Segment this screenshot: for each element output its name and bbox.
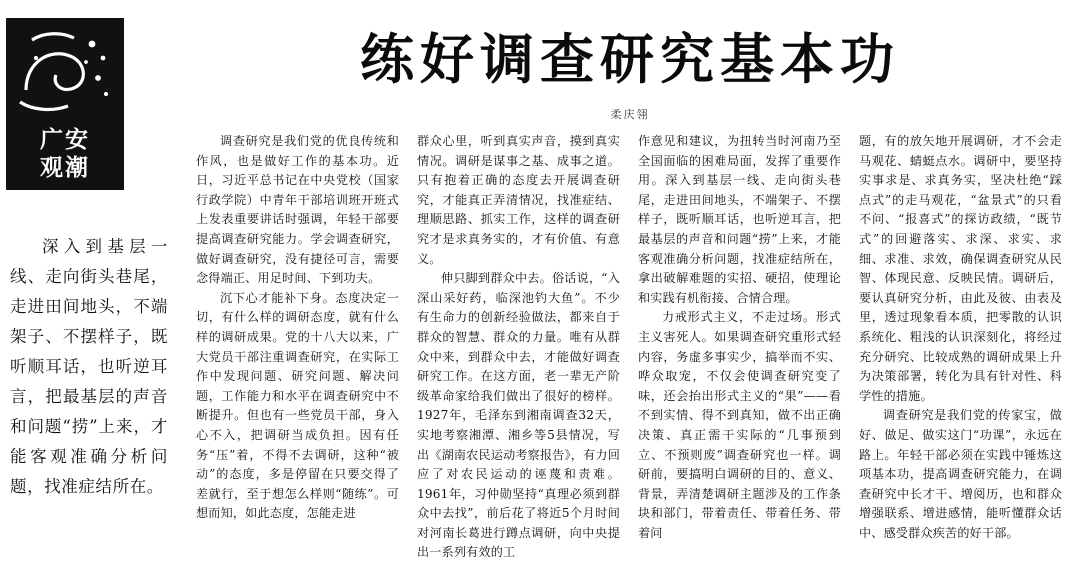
article-column-2	[417, 132, 620, 560]
byline: 柔庆翎	[610, 108, 650, 121]
column-logo-line1: 广安	[40, 127, 90, 153]
wave-swirl-icon	[6, 18, 124, 130]
article-column-3	[638, 132, 841, 540]
column-logo	[6, 18, 124, 190]
column-logo-line2: 观潮	[40, 155, 90, 181]
lead-paragraph: 深入到基层一线、走向街头巷尾，走进田间地头，不端架子、不摆样子，既听顺耳话，也听逆耳言，把最基层的声音和问题“捞”上来，才能客观准确分析问题，找准症结所在。	[10, 237, 168, 496]
masthead-block	[0, 0, 178, 498]
article-body	[196, 132, 1068, 560]
paragraph: 沉下心才能补下身。态度决定一切，有什么样的调研态度，就有什么样的调研成果。党的十八大以来，广大党员干部注重调查研究，在实际工作中发现问题、研究问题、解决问题，工作能力和水平在调查研究中不断提升。但也有一些党员干部，身入心不入，把调研当成负担。因有任务“压”着，不得不去调研，这种“被动”的态度，多是停留在只要交得了差就行，至于想怎么样则“随练”。可想而知，如此态度，怎能走进	[196, 290, 399, 521]
paragraph: 调查研究是我们党的优良传统和作风，也是做好工作的基本功。近日，习近平总书记在中央党校（国家行政学院）中青年干部培训班开班式上发表重要讲话时强调，年轻干部要提高调查研究能力。学会调查研究，做好调查研究，没有捷径可言，需要念得端正、用足时间、下到功夫。	[196, 134, 399, 286]
column-logo-text	[6, 126, 124, 182]
article-column-4	[859, 132, 1062, 540]
paragraph: 调查研究是我们党的传家宝，做好、做足、做实这门“功课”，永远在路上。年轻干部必须在实践中锤炼这项基本功，提高调查研究能力，在调查研究中长才干、增阅历，也和群众增强联系、增进感情，能听懂群众话中、感受群众疾苦的好干部。	[859, 408, 1062, 540]
paragraph: 群众心里，听到真实声音，摸到真实情况。调研是谋事之基、成事之道。只有抱着正确的态度去开展调查研究，才能真正弄清情况，找准症结、理顺思路、抓实工作，这样的调查研究才是求真务实的，才有价值、有意义。	[417, 134, 620, 266]
article-column-1	[196, 132, 399, 521]
paragraph: 作意见和建议，为扭转当时河南乃至全国面临的困难局面，发挥了重要作用。深入到基层一线、走向街头巷尾，走进田间地头，不端架子、不摆样子，既听顺耳话，也听逆耳言，把最基层的声音和问题“捞”上来，才能客观准确分析问题，找准症结所在，拿出破解难题的实招、硬招，使理论和实践有机衔接、合情合理。	[638, 134, 841, 305]
page-title: 练好调查研究基本功	[360, 27, 900, 91]
paragraph: 伸只脚到群众中去。俗话说，“入深山采好药，临深池钓大鱼”。不少有生命力的创新经验做法，都来自于群众的智慧、群众的力量。唯有从群众中来，到群众中去，才能做好调查研究工作。在这方面，老一辈无产阶级革命家给我们做出了很好的榜样。1927年，毛泽东到湘南调查32天，实地考察湘潭、湘乡等5县情况，写出《湖南农民运动考察报告》，有力回应了对农民运动的诬蔑和责难。1961年，习仲勋坚持“真理必须到群众中去找”，前后花了将近5个月时间对河南长葛进行蹲点调研，向中央提出一系列有效的工	[417, 271, 620, 560]
paragraph: 题，有的放矢地开展调研，才不会走马观花、蜻蜓点水。调研中，要坚持实事求是、求真务实，坚决杜绝“踩点式”的走马观花，“盆景式”的只看不问、“报喜式”的探访政绩，“既节式”的回避落实、求深、求实、求细、求准、求效，确保调查研究从民智、体现民意、反映民情。调研后，要认真研究分析，由此及彼、由表及里，透过现象看本质，把零散的认识系统化、粗浅的认识深刻化，将经过充分研究、比较成熟的调研成果上升为决策部署，转化为具有针对性、科学性的措施。	[859, 134, 1062, 403]
paragraph: 力戒形式主义，不走过场。形式主义害死人。如果调查研究重形式轻内容，务虚多事实少，搞举而不实、哗众取宠，不仅会使调查研究变了味，还会抬出形式主义的“果”——看不到实情、得不到真知，做不出正确决策、真正需干实际的“几事预到立、不预则废”调查研究也一样。调研前，要搞明白调研的目的、意义、背景，弄清楚调研主题涉及的工作条块和部门，带着责任、带着任务、带着问	[638, 310, 841, 540]
